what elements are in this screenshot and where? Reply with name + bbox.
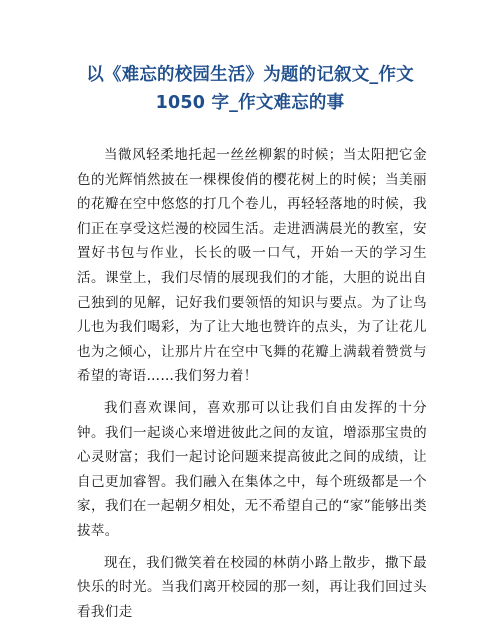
article-body xyxy=(77,143,427,631)
paragraph-3: 现在，我们微笑着在校园的林荫小路上散步，撒下最快乐的时光。当我们离开校园的那一刻，再让我们回过头看我们走 xyxy=(77,554,427,620)
document-title-line-1: 以《难忘的校园生活》为题的记叙文_作文 xyxy=(86,65,414,85)
paragraph-2: 我们喜欢课间，喜欢那可以让我们自由发挥的十分钟。我们一起谈心来增进彼此之间的友谊，增添那宝贵的心灵财富；我们一起讨论问题来提高彼此之间的成绩，让自己更加睿智。我们融入在集体之中，每个班级都是一个家，我们在一起朝夕相处，无不希望自己的“家”能够出类拔萃。 xyxy=(77,399,427,539)
paragraph-1: 当微风轻柔地托起一丝丝柳絮的时候；当太阳把它金色的光辉悄然披在一棵棵俊俏的樱花树上的时候；当美丽的花瓣在空中悠悠的打几个卷儿，再轻轻落地的时候，我们正在享受这烂漫的校园生活。走进洒满晨光的教室，安置好书包与作业，长长的吸一口气，开始一天的学习生活。课堂上，我们尽情的展现我们的才能，大胆的说出自己独到的见解，记好我们要领悟的知识与要点。为了让鸟儿也为我们喝彩，为了让大地也赞许的点头，为了让花儿也为之倾心，让那片片在空中飞舞的花瓣上满载着赞赏与希望的寄语……我们努力着！ xyxy=(77,147,427,385)
document-title-line-2: 1050 字_作文难忘的事 xyxy=(155,93,345,113)
